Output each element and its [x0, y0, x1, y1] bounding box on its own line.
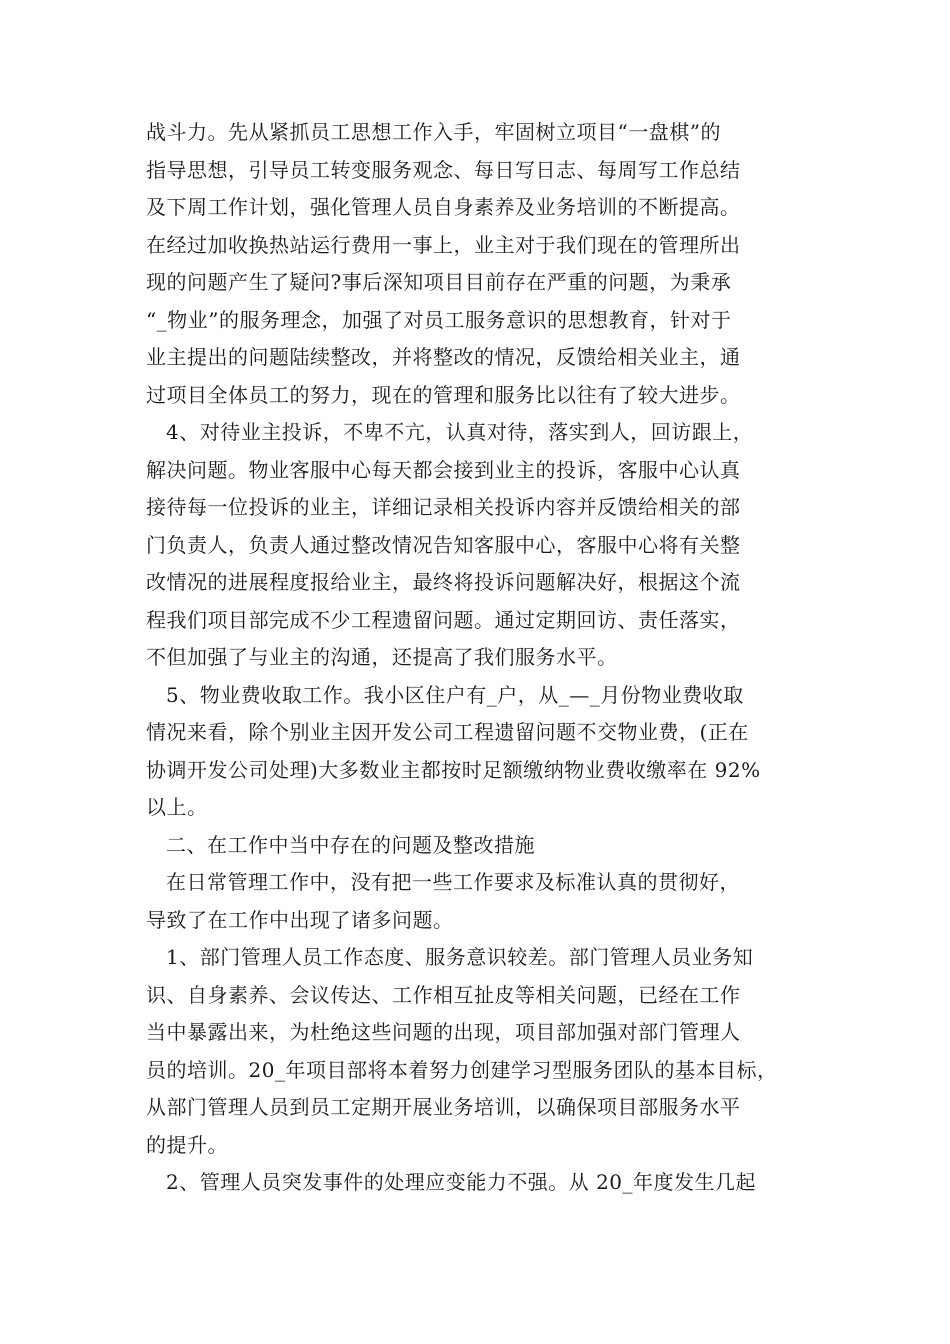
- text-line: 1、部门管理人员工作态度、服务意识较差。部门管理人员业务知: [166, 945, 754, 969]
- text-line: 解决问题。物业客服中心每天都会接到业主的投诉，客服中心认真: [146, 457, 741, 482]
- text-line: 从部门管理人员到员工定期开展业务培训，以确保项目部服务水平: [146, 1095, 741, 1119]
- text-line: 接待每一位投诉的业主，详细记录相关投诉内容并反馈给相关的部: [146, 495, 741, 519]
- text-line: 员的培训。20_年项目部将本着努力创建学习型服务团队的基本目标，: [146, 1057, 778, 1082]
- text-line: 5、物业费收取工作。我小区住户有_户，从_—_月份物业费收取: [166, 682, 744, 707]
- text-line: 不但加强了与业主的沟通，还提高了我们服务水平。: [146, 645, 618, 669]
- text-line: 在日常管理工作中，没有把一些工作要求及标准认真的贯彻好，: [166, 870, 740, 894]
- text-line: 2、管理人员突发事件的处理应变能力不强。从 20_年度发生几起: [166, 1170, 757, 1194]
- text-line: 战斗力。先从紧抓员工思想工作入手，牢固树立项目“一盘棋”的: [146, 120, 721, 144]
- text-line: 4、对待业主投诉，不卑不亢，认真对待，落实到人，回访跟上，: [166, 420, 754, 444]
- text-line: 业主提出的问题陆续整改，并将整改的情况，反馈给相关业主，通: [146, 345, 741, 369]
- text-line: 情况来看，除个别业主因开发公司工程遗留问题不交物业费，(正在: [146, 720, 749, 744]
- document-body: [146, 114, 836, 1202]
- text-line: 门负责人，负责人通过整改情况告知客服中心，客服中心将有关整: [146, 532, 741, 557]
- text-line: 当中暴露出来，为杜绝这些问题的出现，项目部加强对部门管理人: [146, 1020, 741, 1044]
- text-line: 指导思想，引导员工转变服务观念、每日写日志、每周写工作总结: [146, 157, 741, 182]
- text-line: 协调开发公司处理)大多数业主都按时足额缴纳物业费收缴率在 92%: [146, 757, 761, 782]
- text-line: 及下周工作计划，强化管理人员自身素养及业务培训的不断提高。: [146, 195, 741, 219]
- text-line: 改情况的进展程度报给业主，最终将投诉问题解决好，根据这个流: [146, 570, 741, 594]
- text-line: 以上。: [146, 795, 208, 819]
- text-line: 的提升。: [146, 1132, 228, 1157]
- text-line: 程我们项目部完成不少工程遗留问题。通过定期回访、责任落实，: [146, 607, 741, 632]
- text-line: 在经过加收换热站运行费用一事上，业主对于我们现在的管理所出: [146, 232, 741, 257]
- text-line: “_物业”的服务理念，加强了对员工服务意识的思想教育，针对于: [146, 307, 732, 332]
- text-line: 二、在工作中当中存在的问题及整改措施: [166, 832, 535, 857]
- text-line: 识、自身素养、会议传达、工作相互扯皮等相关问题，已经在工作: [146, 982, 741, 1007]
- text-line: 导致了在工作中出现了诸多问题。: [146, 907, 454, 932]
- text-line: 现的问题产生了疑问?事后深知项目目前存在严重的问题，为秉承: [146, 270, 732, 294]
- text-line: 过项目全体员工的努力，现在的管理和服务比以往有了较大进步。: [146, 382, 741, 407]
